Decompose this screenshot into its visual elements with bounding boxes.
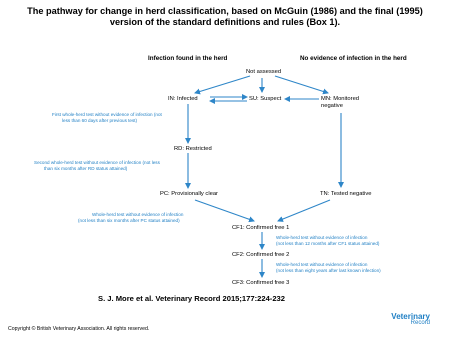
note-cf1-to-cf2 (276, 235, 379, 246)
node-pc-clear: PC: Provisionally clear (160, 191, 218, 197)
node-not-assessed: Not assessed (246, 69, 282, 75)
node-cf2: CF2: Confirmed free 2 (232, 252, 290, 258)
arrow-notassessed-to-in (195, 76, 250, 93)
header-no-evidence: No evidence of infection in the herd (300, 55, 407, 62)
note-pc-to-cf1-line2: (not less than six months after PC status attained) (78, 217, 180, 223)
note-pc-to-cf1 (78, 212, 183, 223)
note-cf2-to-cf3 (276, 262, 381, 273)
figure-title: The pathway for change in herd classification, based on McGuin (1986) and the final (1995) version of the standard definitions and rules (Box 1). (27, 6, 423, 27)
note-first-test-line1: First whole-herd test without evidence of infection (not (52, 112, 162, 117)
node-tn-negative: TN: Tested negative (320, 191, 372, 197)
note-first-test (52, 112, 162, 123)
node-in-infected: IN: Infected (168, 96, 198, 102)
node-cf3: CF3: Confirmed free 3 (232, 280, 290, 286)
node-mn-line1: MN: Monitored (321, 96, 360, 102)
note-second-test-line1: Second whole-herd test without evidence of infection (not less (34, 160, 160, 165)
logo-line1: Veterinary (391, 312, 430, 321)
header-infection-found: Infection found in the herd (148, 55, 228, 62)
note-first-test-line2: less than 60 days after previous test) (62, 117, 138, 123)
note-cf1-to-cf2-line2: (not less than 12 months after CF1 status attained) (276, 240, 380, 246)
logo-line2: Record (410, 320, 430, 326)
note-cf1-to-cf2-line1: Whole-herd test without evidence of infection (276, 235, 368, 240)
node-cf1: CF1: Confirmed free 1 (232, 225, 290, 231)
note-cf2-to-cf3-line2: (not less than eight years after last known infection) (276, 267, 381, 273)
node-mn-monitored (321, 96, 359, 110)
node-rd-restricted: RD: Restricted (174, 146, 212, 152)
arrow-tn-to-cf1 (278, 200, 330, 221)
note-second-test-line2: than six months after RD status attained) (44, 165, 128, 171)
arrow-pc-to-cf1 (195, 200, 254, 221)
copyright-notice: Copyright © British Veterinary Association. All rights reserved. (8, 326, 150, 332)
citation: S. J. More et al. Veterinary Record 2015;177:224-232 (98, 294, 285, 303)
note-pc-to-cf1-line1: Whole-herd test without evidence of infection (92, 212, 184, 217)
note-second-test (34, 160, 160, 171)
arrow-notassessed-to-mn (275, 76, 328, 93)
node-mn-line2: negative (321, 103, 343, 109)
journal-logo (391, 313, 430, 327)
node-su-suspect: SU: Suspect (249, 96, 282, 102)
note-cf2-to-cf3-line1: Whole-herd test without evidence of infection (276, 262, 368, 267)
